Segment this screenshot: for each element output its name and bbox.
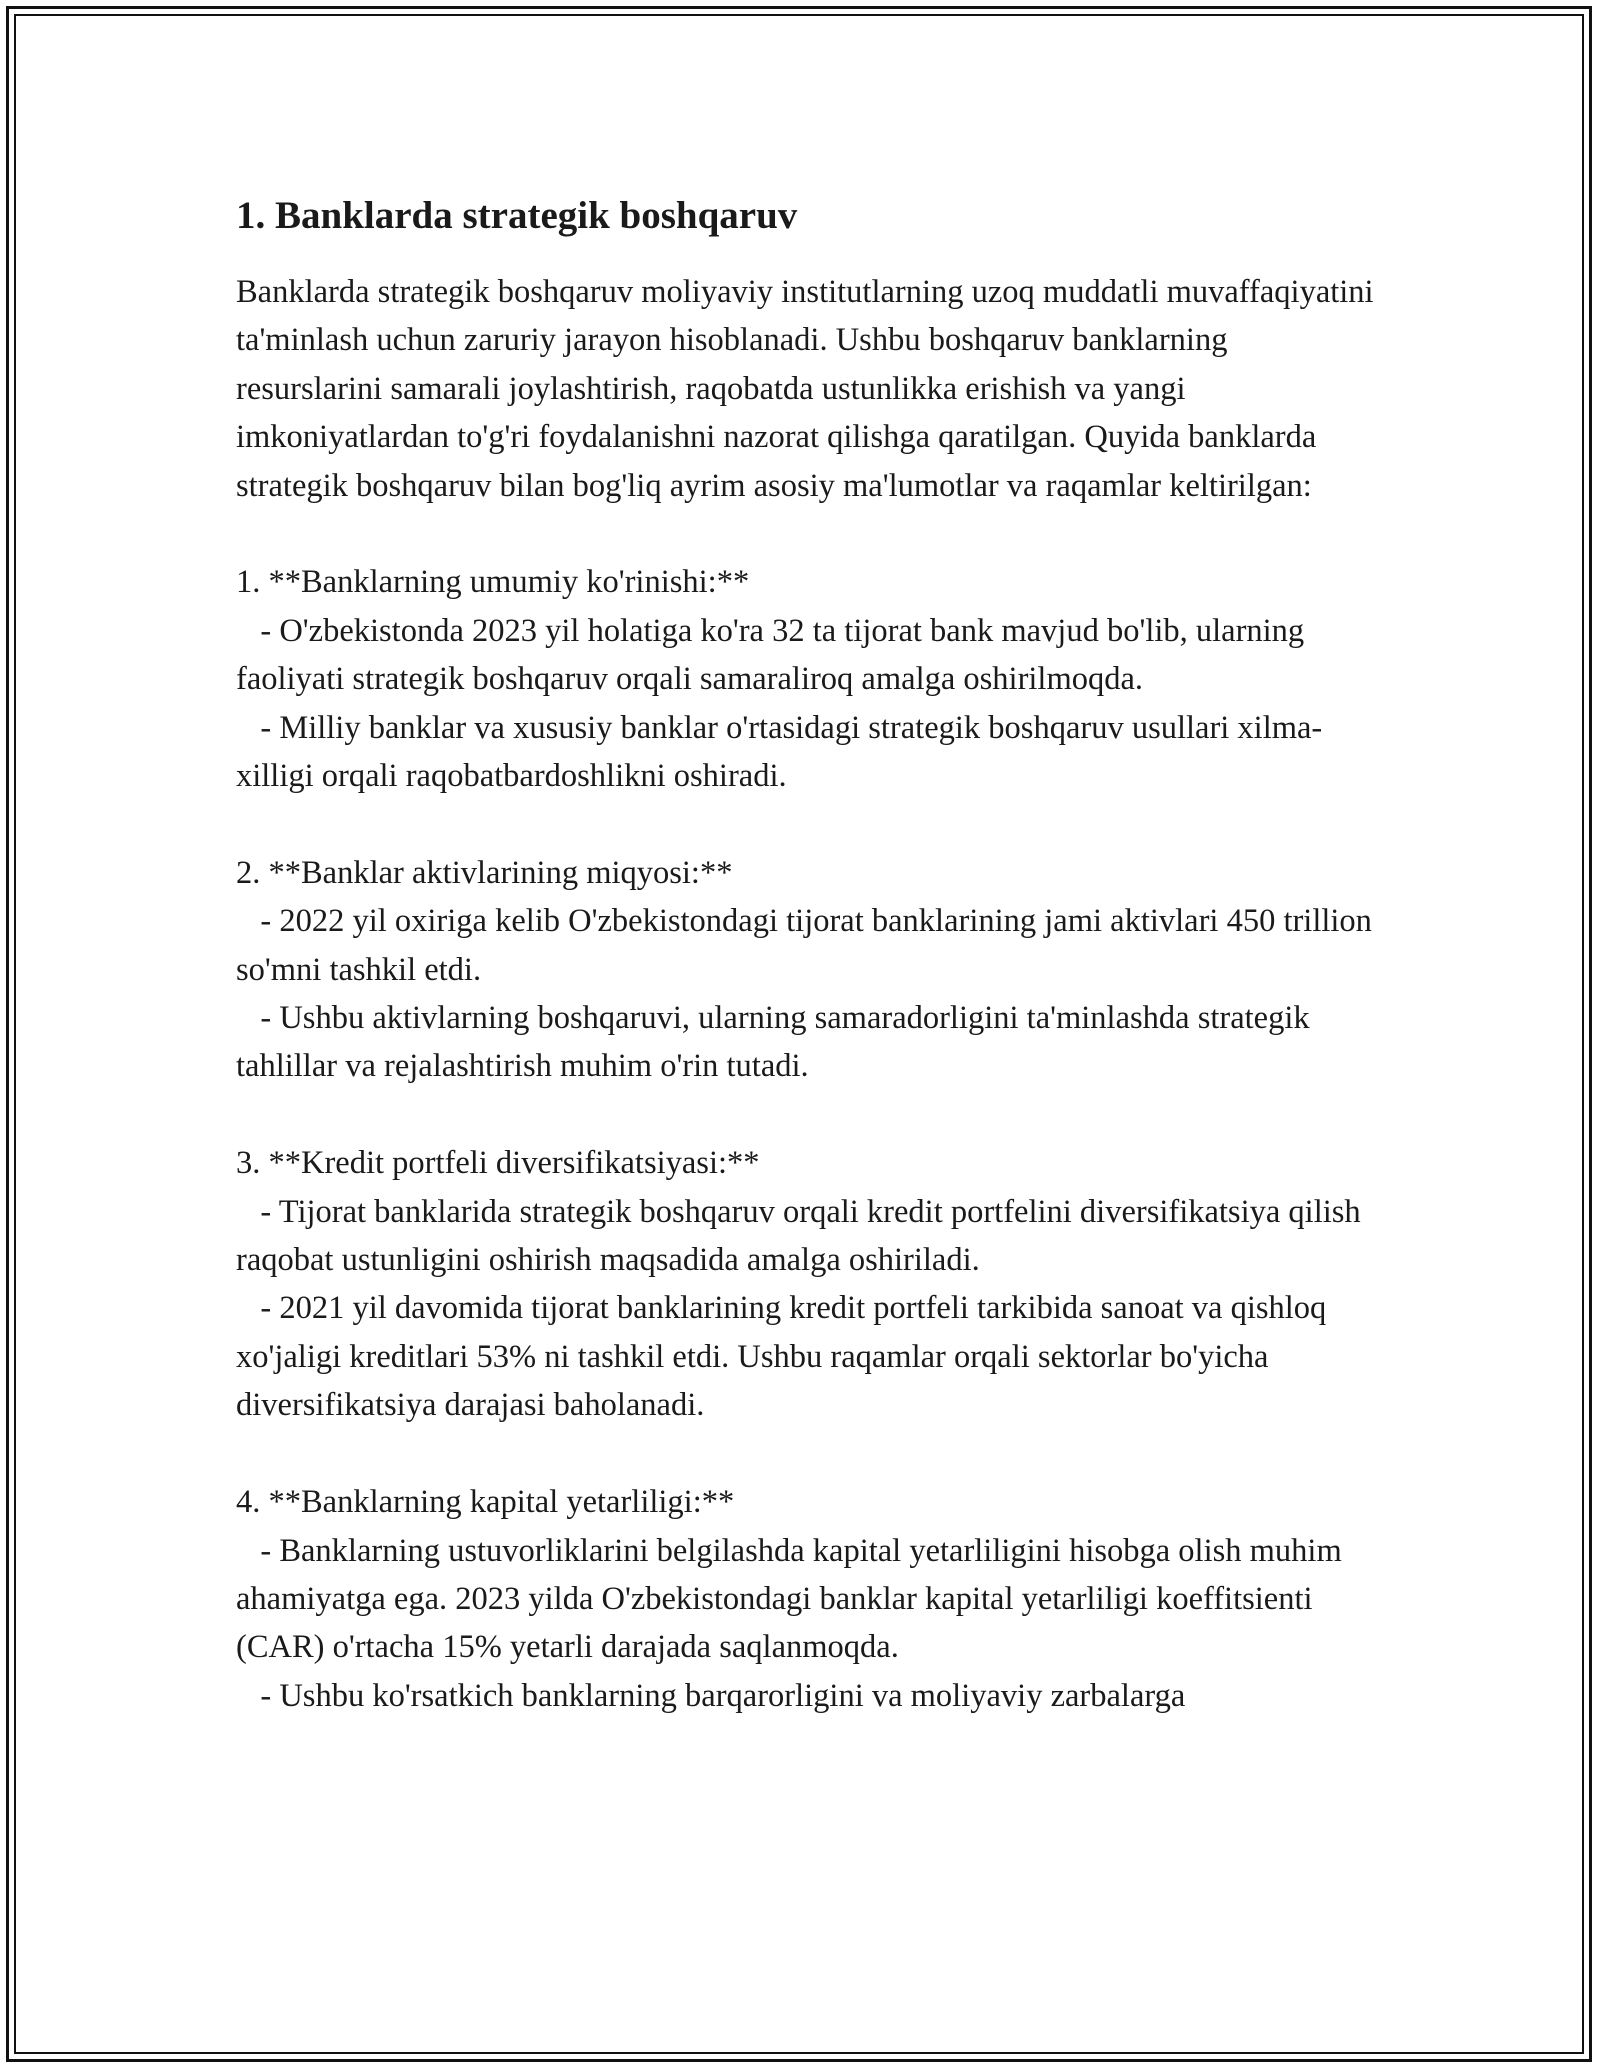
- section-4-heading: 4. **Banklarning kapital yetarliligi:**: [236, 1484, 735, 1521]
- section-3-bullet-1: - Tijorat banklarida strategik boshqaruv orqali kredit portfelini diversifikatsiya qilish raqobat ustunligini oshirish maqsadida amalga oshiriladi.: [236, 1193, 1369, 1279]
- section-3-bullet-2: - 2021 yil davomida tijorat banklarining kredit portfeli tarkibida sanoat va qishloq xo'jaligi kreditlari 53% ni tashkil etdi. Ushbu raqamlar orqali sektorlar bo'yicha diversifikatsiya darajasi baholanadi.: [236, 1290, 1335, 1424]
- intro-paragraph: Banklarda strategik boshqaruv moliyaviy institutlarning uzoq muddatli muvaffaqiyatini ta'minlash uchun zaruriy jarayon hisoblanadi. Ushbu boshqaruv banklarning resurslarini samarali joylashtirish, raqobatda ustunlikka erishish va yangi imkoniyatlardan to'g'ri foydalanishni nazorat qilishga qaratilgan. Quyida banklarda strategik boshqaruv bilan bog'liq ayrim asosiy ma'lumotlar va raqamlar keltirilgan:: [236, 274, 1382, 504]
- section-4-bullet-1: - Banklarning ustuvorliklarini belgilashda kapital yetarliligini hisobga olish muhim ahamiyatga ega. 2023 yilda O'zbekistondagi banklar kapital yetarliligi koeffitsienti (CAR) o'rtacha 15% yetarli darajada saqlanmoqda.: [236, 1532, 1350, 1666]
- section-1-heading: 1. **Banklarning umumiy ko'rinishi:**: [236, 564, 750, 601]
- block-spacer: [236, 1091, 1376, 1139]
- section-1-bullet-1: - O'zbekistonda 2023 yil holatiga ko'ra 32 ta tijorat bank mavjud bo'lib, ularning faoliyati strategik boshqaruv orqali samaraliroq amalga oshirilmoqda.: [236, 612, 1313, 698]
- block-spacer: [236, 1430, 1376, 1478]
- document-title: 1. Banklarda strategik boshqaruv: [236, 194, 798, 237]
- section-1-bullet-2: - Milliy banklar va xususiy banklar o'rtasidagi strategik boshqaruv usullari xilma-xilligi orqali raqobatbardoshlikni oshiradi.: [236, 709, 1323, 795]
- section-2-bullet-2: - Ushbu aktivlarning boshqaruvi, ularning samaradorligini ta'minlashda strategik tahlillar va rejalashtirish muhim o'rin tutadi.: [236, 1000, 1318, 1085]
- document-body: [236, 186, 1382, 1720]
- section-2-heading: 2. **Banklar aktivlarining miqyosi:**: [236, 854, 733, 891]
- block-spacer: [236, 800, 1376, 848]
- section-2-bullet-1: - 2022 yil oxiriga kelib O'zbekistondagi tijorat banklarining jami aktivlari 450 trillion so'mni tashkil etdi.: [236, 903, 1381, 988]
- section-4-bullet-2: - Ushbu ko'rsatkich banklarning barqarorligini va moliyaviy zarbalarga: [236, 1677, 1186, 1714]
- section-3-heading: 3. **Kredit portfeli diversifikatsiyasi:**: [236, 1145, 760, 1182]
- block-spacer: [236, 510, 1376, 558]
